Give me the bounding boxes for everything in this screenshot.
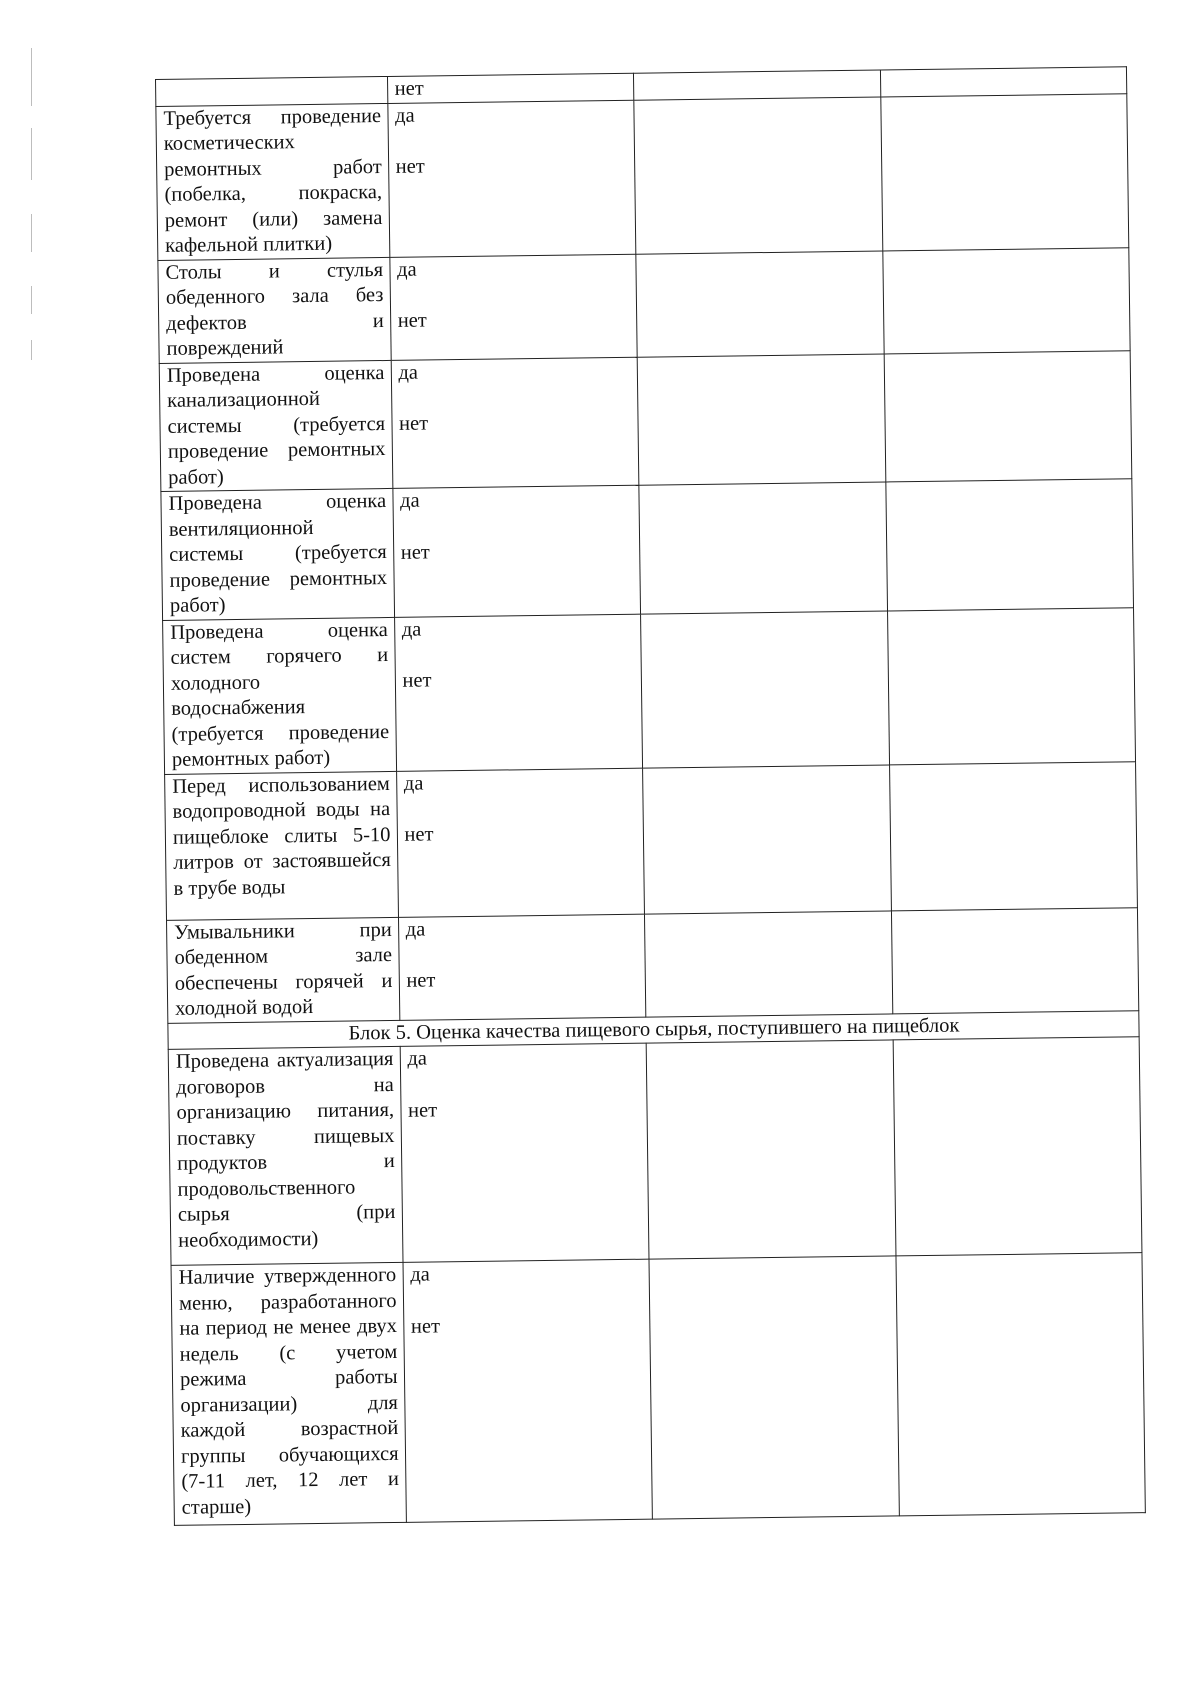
answer-yes: да (410, 1263, 430, 1286)
answer-cell (389, 254, 637, 360)
answer-no: нет (400, 540, 430, 564)
scan-edge-mark (31, 340, 32, 360)
empty-cell (886, 479, 1133, 611)
criterion-cell: Проведена оценка систем горячего и холодного водоснабжения (требуется проведение ремонтных работ) (163, 617, 397, 774)
criterion-cell: Умывальники при обеденном зале обеспечены горячей и холодной водой (167, 917, 400, 1023)
empty-cell (634, 96, 883, 253)
empty-cell (634, 70, 881, 100)
answer-no: нет (402, 669, 432, 692)
empty-cell (892, 907, 1139, 1013)
answer-no: нет (397, 309, 427, 332)
answer-yes: да (403, 772, 424, 795)
answer-yes: да (399, 489, 420, 512)
table-row (168, 1037, 1142, 1266)
answer-cell (391, 357, 639, 489)
criterion-cell: Столы и стулья обеденного зала без дефектов и повреждений (158, 257, 391, 363)
empty-cell (884, 350, 1131, 482)
answer-cell (403, 1259, 653, 1522)
answer-cell (387, 100, 636, 257)
answer-no: нет (395, 155, 425, 178)
empty-cell (890, 761, 1138, 910)
scan-edge-mark (31, 48, 32, 106)
table-row (165, 761, 1138, 920)
scan-edge-mark (31, 128, 32, 180)
answer-cell (398, 914, 646, 1020)
empty-cell (641, 610, 890, 767)
checklist-table (155, 66, 1146, 1526)
answer-no: нет (404, 823, 434, 846)
empty-cell (645, 910, 893, 1016)
empty-cell (881, 93, 1129, 250)
criterion-cell: Требуется проведение косметических ремонтных работ (побелка, покраска, ремонт (или) замена кафельной плитки) (156, 103, 390, 260)
answer-yes: да (398, 361, 419, 384)
empty-cell (643, 764, 892, 913)
criterion-cell: Проведена оценка вентиляционной системы (требуется проведение ремонтных работ) (161, 488, 394, 620)
answer-cell (392, 485, 640, 617)
criterion-cell: Перед использованием водопроводной воды на пищеблоке слиты 5-10 литров от застоявшейся в трубе воды (165, 771, 398, 920)
criterion-cell (156, 76, 388, 106)
empty-cell (649, 1256, 899, 1519)
table-row (163, 607, 1136, 774)
answer-no: нет (407, 1098, 438, 1122)
empty-cell (888, 607, 1136, 764)
answer-no: нет (410, 1314, 441, 1338)
empty-cell (647, 1040, 897, 1259)
empty-cell (636, 250, 884, 356)
answer-yes: да (396, 258, 417, 281)
empty-cell (881, 67, 1127, 97)
answer-yes: да (407, 1047, 428, 1070)
answer-yes: да (401, 618, 422, 641)
answer-cell (394, 614, 643, 771)
empty-cell (893, 1037, 1142, 1256)
table-row (171, 1253, 1145, 1526)
scan-edge-mark (31, 214, 32, 252)
answer-cell (387, 73, 634, 103)
table-row (161, 479, 1134, 620)
empty-cell (639, 482, 887, 614)
block-heading: Блок 5. Оценка качества пищевого сырья, поступившего на пищеблок (168, 1010, 1139, 1049)
empty-cell (883, 247, 1130, 353)
criterion-cell: Проведена оценка канализационной системы (требуется проведение ремонтных работ) (159, 360, 392, 492)
scan-edge-mark (31, 286, 32, 314)
answer-yes: да (394, 104, 415, 127)
table-row (156, 93, 1129, 260)
table-row (158, 247, 1130, 363)
criterion-cell: Наличие утвержденного меню, разработанного на период не менее двух недель (с учетом режима работы организации) для каждой возрастной группы обучающихся (7-11 лет, 12 лет и старше) (171, 1262, 406, 1525)
criterion-cell: Проведена актуализация договоров на организацию питания, поставку пищевых продуктов и продовольственного сырья (при необходимости) (168, 1046, 402, 1265)
table-row (167, 907, 1139, 1023)
answer-yes: да (405, 918, 426, 941)
answer-cell (400, 1043, 650, 1262)
answer-no: нет (406, 969, 436, 992)
empty-cell (638, 353, 886, 485)
empty-cell (896, 1253, 1145, 1516)
table-row (159, 350, 1132, 491)
answer-no: нет (394, 77, 424, 100)
answer-cell (396, 768, 645, 917)
answer-no: нет (398, 412, 429, 435)
